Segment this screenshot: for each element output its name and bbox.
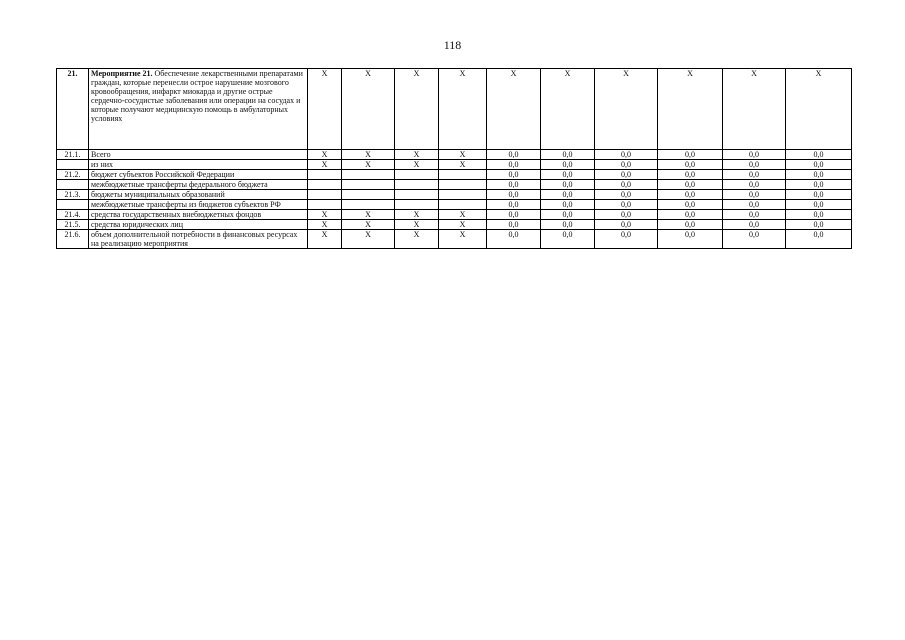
row-label: бюджет субъектов Российской Федерации [89,170,308,180]
row-label: бюджеты муниципальных образований [89,190,308,200]
table-row [57,170,852,180]
table-row [57,160,852,170]
table-row [57,200,852,210]
row-label: объем дополнительной потребности в финансовых ресурсах на реализацию мероприятия [89,230,308,249]
table-cell: 0,0 [786,150,852,160]
table-cell [342,180,395,190]
table-cell: 0,0 [487,200,541,210]
table-cell: X [308,210,342,220]
table-cell: X [342,210,395,220]
table-cell: X [658,69,723,150]
table-cell: X [439,160,487,170]
table-row [57,210,852,220]
table-cell: 0,0 [541,210,595,220]
table-cell: 0,0 [487,190,541,200]
table-cell: X [439,150,487,160]
row-label: Всего [89,150,308,160]
table-cell: 0,0 [595,190,658,200]
table-cell: X [342,150,395,160]
table-cell: 0,0 [487,220,541,230]
row-number: 21.4. [57,210,89,220]
table-cell [308,180,342,190]
row-label: межбюджетные трансферты из бюджетов субъектов РФ [89,200,308,210]
table-cell: 0,0 [723,150,786,160]
table-body [57,69,852,249]
table-cell: 0,0 [723,180,786,190]
table-cell: 0,0 [541,160,595,170]
table-cell: 0,0 [487,230,541,249]
row-label: средства государственных внебюджетных фондов [89,210,308,220]
table-cell: 0,0 [487,170,541,180]
table-cell: 0,0 [595,220,658,230]
table-cell: X [786,69,852,150]
row-number [57,180,89,190]
table-cell: X [395,160,439,170]
table-cell: 0,0 [595,210,658,220]
table-cell: 0,0 [658,230,723,249]
table-cell [395,170,439,180]
row-number: 21.5. [57,220,89,230]
page-number: 118 [443,38,462,52]
row-number: 21.3. [57,190,89,200]
table-cell: X [308,230,342,249]
table-cell: 0,0 [786,230,852,249]
table-cell: X [308,220,342,230]
table-cell [439,190,487,200]
row-label: межбюджетные трансферты федерального бюджета [89,180,308,190]
table-cell: 0,0 [595,180,658,190]
table-cell: 0,0 [658,190,723,200]
table-cell: 0,0 [595,150,658,160]
row-number [57,200,89,210]
table-cell: X [308,150,342,160]
table-cell: 0,0 [595,230,658,249]
table-cell: 0,0 [723,230,786,249]
measure-title-bold: Мероприятие 21. [91,69,153,78]
table-cell: 0,0 [541,190,595,200]
table-cell [342,170,395,180]
table-cell: 0,0 [723,210,786,220]
measure-title-text: Обеспечение лекарственными препаратами граждан, которые перенесли острое нарушение мозгового кровообращения, инфаркт миокарда и другие острые сердечно-сосудистые заболевания или операции на сосудах и которые получают медицинскую помощь в амбулаторных условиях [91,69,303,123]
table-cell [439,180,487,190]
table-cell [439,200,487,210]
table-cell: 0,0 [487,210,541,220]
table-cell: 0,0 [723,190,786,200]
row-label: средства юридических лиц [89,220,308,230]
table-cell: X [395,210,439,220]
table-cell: X [395,230,439,249]
table-cell: 0,0 [723,160,786,170]
table-cell [342,200,395,210]
table-cell: 0,0 [786,170,852,180]
table-cell: 0,0 [595,160,658,170]
table-cell: X [439,220,487,230]
table-cell: 0,0 [541,230,595,249]
table-cell: 0,0 [786,190,852,200]
row-label: из них [89,160,308,170]
table-row [57,150,852,160]
table-cell: 0,0 [658,210,723,220]
table-cell: 0,0 [487,160,541,170]
table-cell: 0,0 [658,160,723,170]
row-number: 21.6. [57,230,89,249]
table-row-measure [57,69,852,150]
table-cell: 0,0 [658,200,723,210]
table-cell: 0,0 [595,200,658,210]
table-cell: 0,0 [786,210,852,220]
table-row [57,180,852,190]
table-cell: X [395,150,439,160]
table-cell: X [541,69,595,150]
table-cell: 0,0 [658,220,723,230]
row-number [57,160,89,170]
table-cell: X [439,69,487,150]
table-cell: 0,0 [786,220,852,230]
table-cell: X [395,69,439,150]
table-cell: X [723,69,786,150]
table-cell: 0,0 [541,220,595,230]
table-cell: X [439,230,487,249]
table-cell: 0,0 [658,170,723,180]
table-cell: 0,0 [786,180,852,190]
table-cell [395,200,439,210]
table-cell: X [342,230,395,249]
table-cell [439,170,487,180]
table-cell: 0,0 [541,170,595,180]
table-cell [308,170,342,180]
table-cell: X [342,220,395,230]
table-cell: 0,0 [541,200,595,210]
row-number: 21.1. [57,150,89,160]
table-cell: X [342,160,395,170]
table-cell: 0,0 [786,160,852,170]
table-cell: X [595,69,658,150]
row-number: 21. [57,69,89,150]
table-cell: X [308,160,342,170]
table-cell: 0,0 [595,170,658,180]
table-cell: X [439,210,487,220]
table-cell: 0,0 [723,200,786,210]
table-cell [308,190,342,200]
table-cell: 0,0 [541,180,595,190]
table-cell: 0,0 [541,150,595,160]
table-cell [342,190,395,200]
table-row [57,230,852,249]
table-cell: 0,0 [723,220,786,230]
budget-table [56,68,852,249]
table-cell: 0,0 [658,150,723,160]
table-cell: 0,0 [487,150,541,160]
table-cell: X [308,69,342,150]
table-row [57,190,852,200]
table-cell [395,180,439,190]
table-cell: 0,0 [786,200,852,210]
row-number: 21.2. [57,170,89,180]
table-cell: X [487,69,541,150]
table-cell: 0,0 [487,180,541,190]
table-cell: X [342,69,395,150]
table-cell: 0,0 [658,180,723,190]
table-cell [308,200,342,210]
table-cell: 0,0 [723,170,786,180]
table-row [57,220,852,230]
table-cell [395,190,439,200]
table-cell: X [395,220,439,230]
measure-title [89,69,308,150]
